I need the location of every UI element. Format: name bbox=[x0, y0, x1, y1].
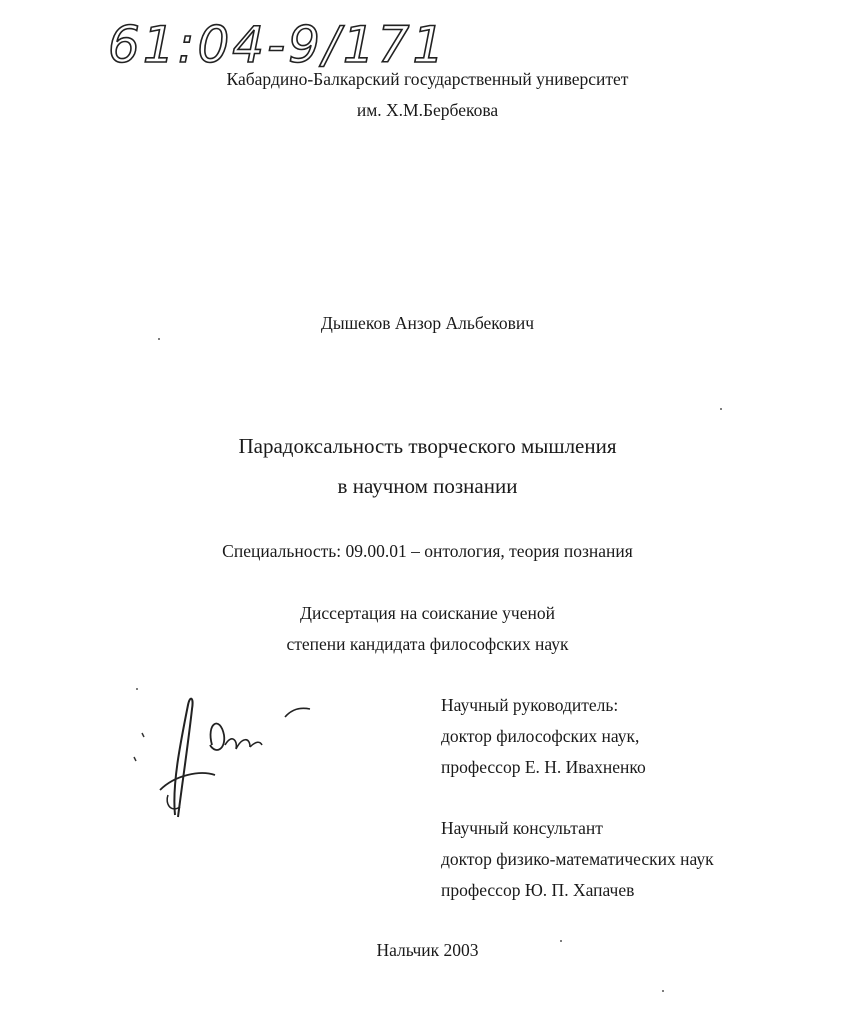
place-and-year: Нальчик 2003 bbox=[376, 940, 479, 960]
university-name: Кабардино-Балкарский государственный университет bbox=[226, 69, 629, 89]
author-signature bbox=[120, 675, 320, 825]
dissertation-title-line-2: в научном познании bbox=[337, 474, 518, 498]
author-name: Дышеков Анзор Альбекович bbox=[320, 313, 535, 333]
supervisor-role: Научный руководитель: bbox=[441, 695, 619, 715]
scan-speck bbox=[136, 688, 138, 690]
dissertation-title-line-1: Парадоксальность творческого мышления bbox=[238, 434, 617, 458]
consultant-degree: доктор физико-математических наук bbox=[441, 849, 714, 869]
archive-code-text: 61:04-9/171 bbox=[108, 16, 448, 74]
scan-speck bbox=[560, 940, 562, 942]
scan-speck bbox=[720, 408, 722, 410]
scan-speck bbox=[158, 338, 160, 340]
specialty: Специальность: 09.00.01 – онтология, теория познания bbox=[222, 541, 633, 561]
consultant-name: профессор Ю. П. Хапачев bbox=[441, 880, 635, 900]
supervisor-degree: доктор философских наук, bbox=[441, 726, 640, 746]
university-named-after: им. Х.М.Бербекова bbox=[356, 100, 499, 120]
scan-speck bbox=[662, 990, 664, 992]
supervisor-name: профессор Е. Н. Ивахненко bbox=[441, 757, 646, 777]
degree-line-2: степени кандидата философских наук bbox=[286, 634, 569, 654]
degree-line-1: Диссертация на соискание ученой bbox=[300, 603, 555, 623]
handwritten-archive-code bbox=[104, 4, 448, 76]
consultant-role: Научный консультант bbox=[441, 818, 603, 838]
